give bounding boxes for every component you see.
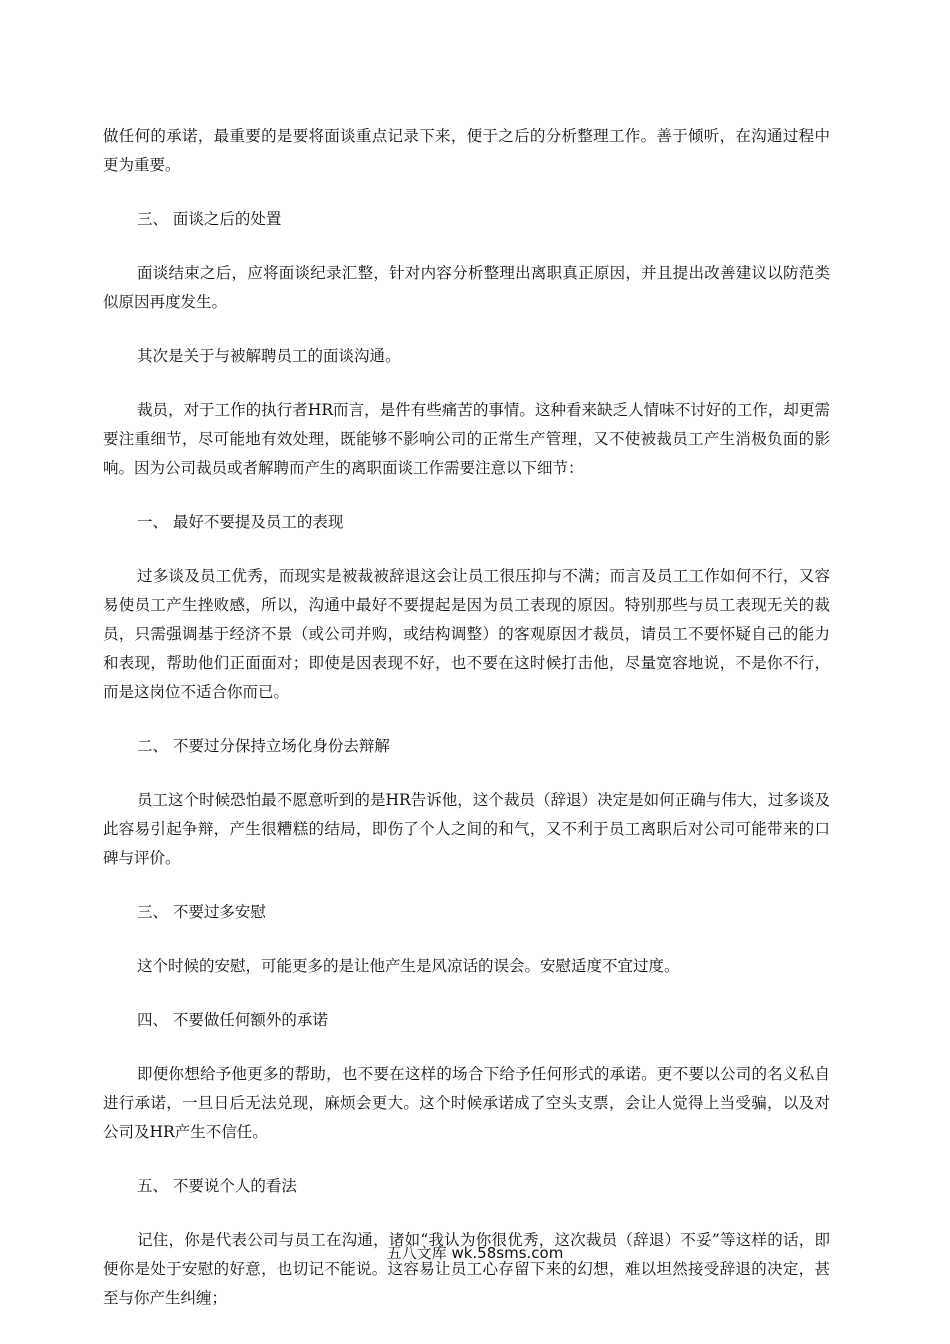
- paragraph-transition: 其次是关于与被解聘员工的面谈沟通。: [137, 347, 401, 365]
- document-body: [103, 122, 830, 1313]
- footer-watermark: 五八文库 wk.58sms.com: [386, 1244, 564, 1262]
- section-heading-two: 二、 不要过分保持立场化身份去辩解: [137, 737, 390, 755]
- paragraph-aftermath: 面谈结束之后，应将面谈纪录汇整，针对内容分析整理出离职真正原因，并且提出改善建议以防范类似原因再度发生。: [103, 264, 830, 311]
- paragraph-layoff-intro: 裁员，对于工作的执行者HR而言，是件有些痛苦的事情。这种看来缺乏人情味不讨好的工作，却更需要注重细节，尽可能地有效处理，既能够不影响公司的正常生产管理，又不使被裁员工产生消极负面的影响。因为公司裁员或者解聘而产生的离职面谈工作需要注意以下细节：: [103, 401, 830, 477]
- paragraph-four: 即便你想给予他更多的帮助，也不要在这样的场合下给予任何形式的承诺。更不要以公司的名义私自进行承诺，一旦日后无法兑现，麻烦会更大。这个时候承诺成了空头支票，会让人觉得上当受骗，以及对公司及HR产生不信任。: [103, 1065, 830, 1141]
- section-heading-three: 三、 不要过多安慰: [137, 903, 266, 921]
- paragraph-one: 过多谈及员工优秀，而现实是被裁被辞退这会让员工很压抑与不满；而言及员工工作如何不行，又容易使员工产生挫败感，所以，沟通中最好不要提起是因为员工表现的原因。特别那些与员工表现无关的裁员，只需强调基于经济不景（或公司并购，或结构调整）的客观原因才裁员，请员工不要怀疑自己的能力和表现，帮助他们正面面对；即使是因表现不好，也不要在这时候打击他，尽量宽容地说，不是你不行，而是这岗位不适合你而已。: [103, 567, 830, 701]
- paragraph-two: 员工这个时候恐怕最不愿意听到的是HR告诉他，这个裁员（辞退）决定是如何正确与伟大，过多谈及此容易引起争辩，产生很糟糕的结局，即伤了个人之间的和气，又不利于员工离职后对公司可能带来的口碑与评价。: [103, 791, 830, 867]
- paragraph-three: 这个时候的安慰，可能更多的是让他产生是风凉话的误会。安慰适度不宜过度。: [137, 957, 680, 975]
- paragraph-five: 记住，你是代表公司与员工在沟通，诸如“我认为你很优秀，这次裁员（辞退）不妥”等这样的话，即便你是处于安慰的好意，也切记不能说。这容易让员工心存留下来的幻想，难以坦然接受辞退的决定，甚至与你产生纠缠；: [103, 1231, 830, 1307]
- section-heading-aftermath: 三、 面谈之后的处置: [137, 210, 282, 228]
- section-heading-five: 五、 不要说个人的看法: [137, 1177, 297, 1195]
- section-heading-four: 四、 不要做任何额外的承诺: [137, 1011, 328, 1029]
- paragraph-continued: 做任何的承诺，最重要的是要将面谈重点记录下来，便于之后的分析整理工作。善于倾听，在沟通过程中更为重要。: [103, 127, 830, 174]
- section-heading-one: 一、 最好不要提及员工的表现: [137, 513, 344, 531]
